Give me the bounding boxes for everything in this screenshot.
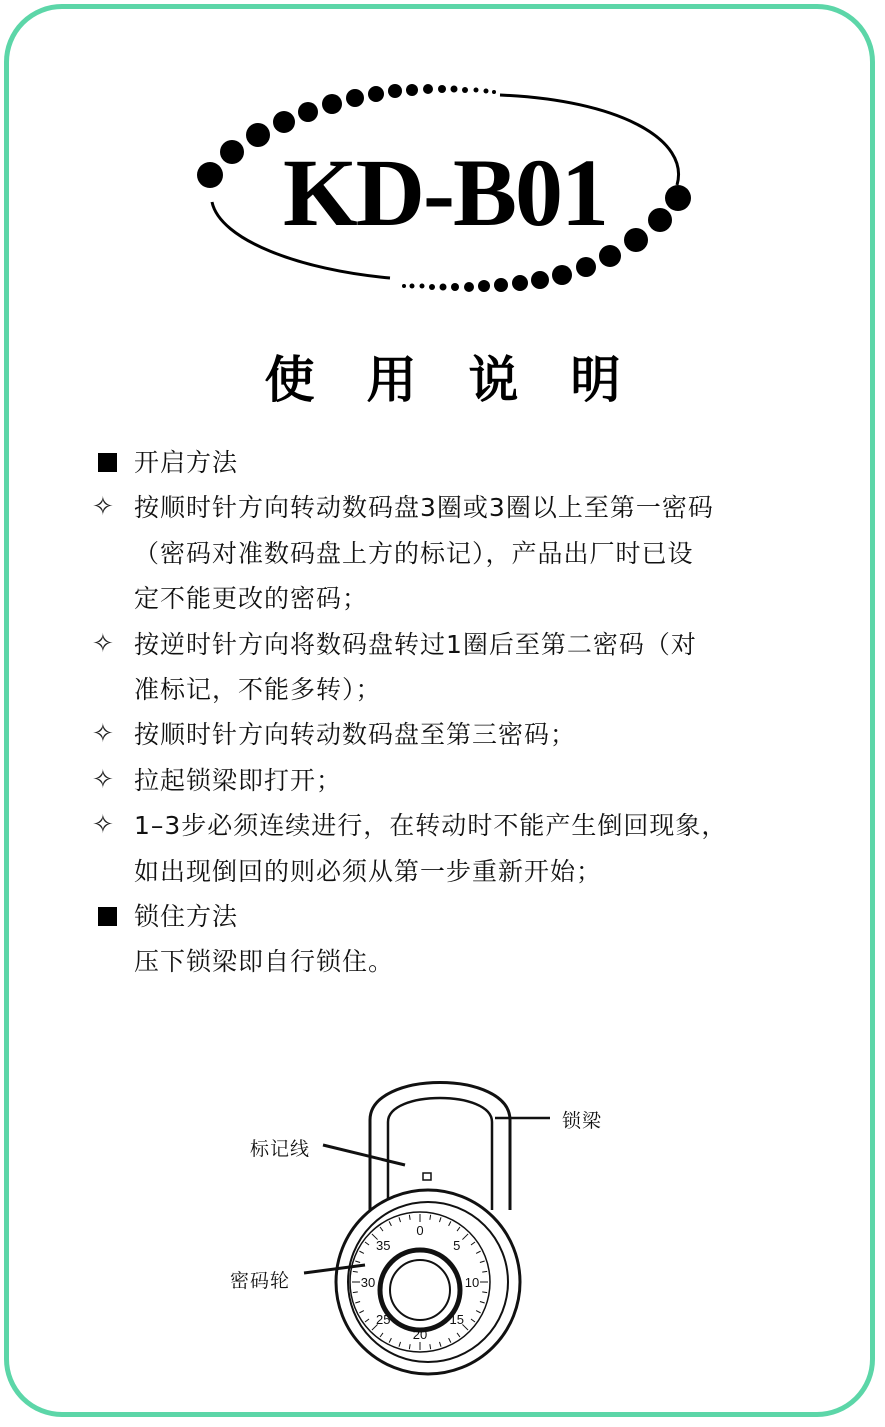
logo-dot — [492, 90, 496, 94]
dial-label: 密码轮 — [230, 1270, 291, 1292]
logo-dot — [462, 87, 468, 93]
square-bullet-icon — [98, 907, 117, 926]
mark-line-label: 标记线 — [250, 1138, 311, 1160]
logo-dot — [368, 86, 384, 102]
padlock-illustration — [220, 1060, 620, 1380]
sparkle-bullet-icon: ✧ — [92, 764, 115, 795]
open-step-3: ✧ 按顺时针方向转动数码盘至第三密码； — [96, 712, 816, 757]
page-title: 使用说明 — [264, 351, 673, 409]
open-method-heading: 开启方法 — [96, 440, 816, 485]
open-step-5-line-2: 如出现倒回的则必须从第一步重新开始； — [134, 856, 603, 886]
logo-dot — [420, 284, 425, 289]
logo-dot — [552, 265, 572, 285]
model-number: KD-B01 — [283, 139, 607, 246]
logo-dot — [474, 88, 479, 93]
logo-dot — [478, 280, 490, 292]
logo-dot — [451, 283, 459, 291]
logo-dot — [512, 275, 528, 291]
open-step-4: ✧ 拉起锁梁即打开； — [96, 758, 816, 803]
dial-number: 5 — [453, 1238, 461, 1254]
shackle-label: 锁梁 — [562, 1110, 603, 1132]
open-step-5-line-1: ✧ 1–3步必须连续进行，在转动时不能产生倒回现象， — [96, 803, 816, 848]
logo-dot — [484, 89, 489, 94]
open-step-2-line-2: 准标记，不能多转）； — [134, 674, 382, 704]
open-step-1-line-3: 定不能更改的密码； — [134, 584, 369, 614]
logo-dot — [298, 102, 318, 122]
logo-dot — [346, 89, 364, 107]
dial-number: 25 — [375, 1311, 391, 1327]
logo-dot — [406, 84, 418, 96]
instructions — [92, 440, 816, 985]
logo-dot — [599, 245, 621, 267]
padlock-diagram — [220, 1060, 620, 1380]
logo-dot — [531, 271, 549, 289]
logo-dot — [440, 284, 447, 291]
sparkle-bullet-icon: ✧ — [92, 628, 115, 659]
logo-dot — [273, 111, 295, 133]
dial-number: 20 — [412, 1327, 428, 1342]
logo-dot — [402, 284, 406, 288]
logo-dot — [494, 278, 508, 292]
logo-dot — [423, 84, 433, 94]
logo-dot — [410, 284, 415, 289]
logo-dot — [429, 284, 435, 290]
open-step-1-line-1: ✧ 按顺时针方向转动数码盘3圈或3圈以上至第一密码 — [96, 485, 816, 530]
logo-dot — [322, 94, 342, 114]
sparkle-bullet-icon: ✧ — [92, 492, 115, 523]
square-bullet-icon — [98, 453, 117, 472]
sparkle-bullet-icon: ✧ — [92, 719, 115, 750]
logo-dot — [438, 85, 446, 93]
logo-dot — [464, 282, 474, 292]
dial-number: 0 — [416, 1223, 424, 1238]
logo-dot — [576, 257, 596, 277]
lock-method-text: 压下锁梁即自行锁住。 — [134, 947, 395, 977]
dial-number: 35 — [375, 1238, 391, 1254]
dial-number: 15 — [449, 1311, 465, 1327]
dial-number: 10 — [464, 1275, 480, 1290]
lock-method-heading: 锁住方法 — [96, 894, 816, 939]
sparkle-bullet-icon: ✧ — [92, 810, 115, 841]
open-step-2-line-1: ✧ 按逆时针方向将数码盘转过1圈后至第二密码（对 — [96, 622, 816, 667]
dial-number: 30 — [360, 1275, 376, 1290]
logo-dot — [451, 86, 458, 93]
logo-dot — [388, 84, 402, 98]
open-step-1-line-2: （密码对准数码盘上方的标记），产品出厂时已设 — [134, 538, 694, 568]
